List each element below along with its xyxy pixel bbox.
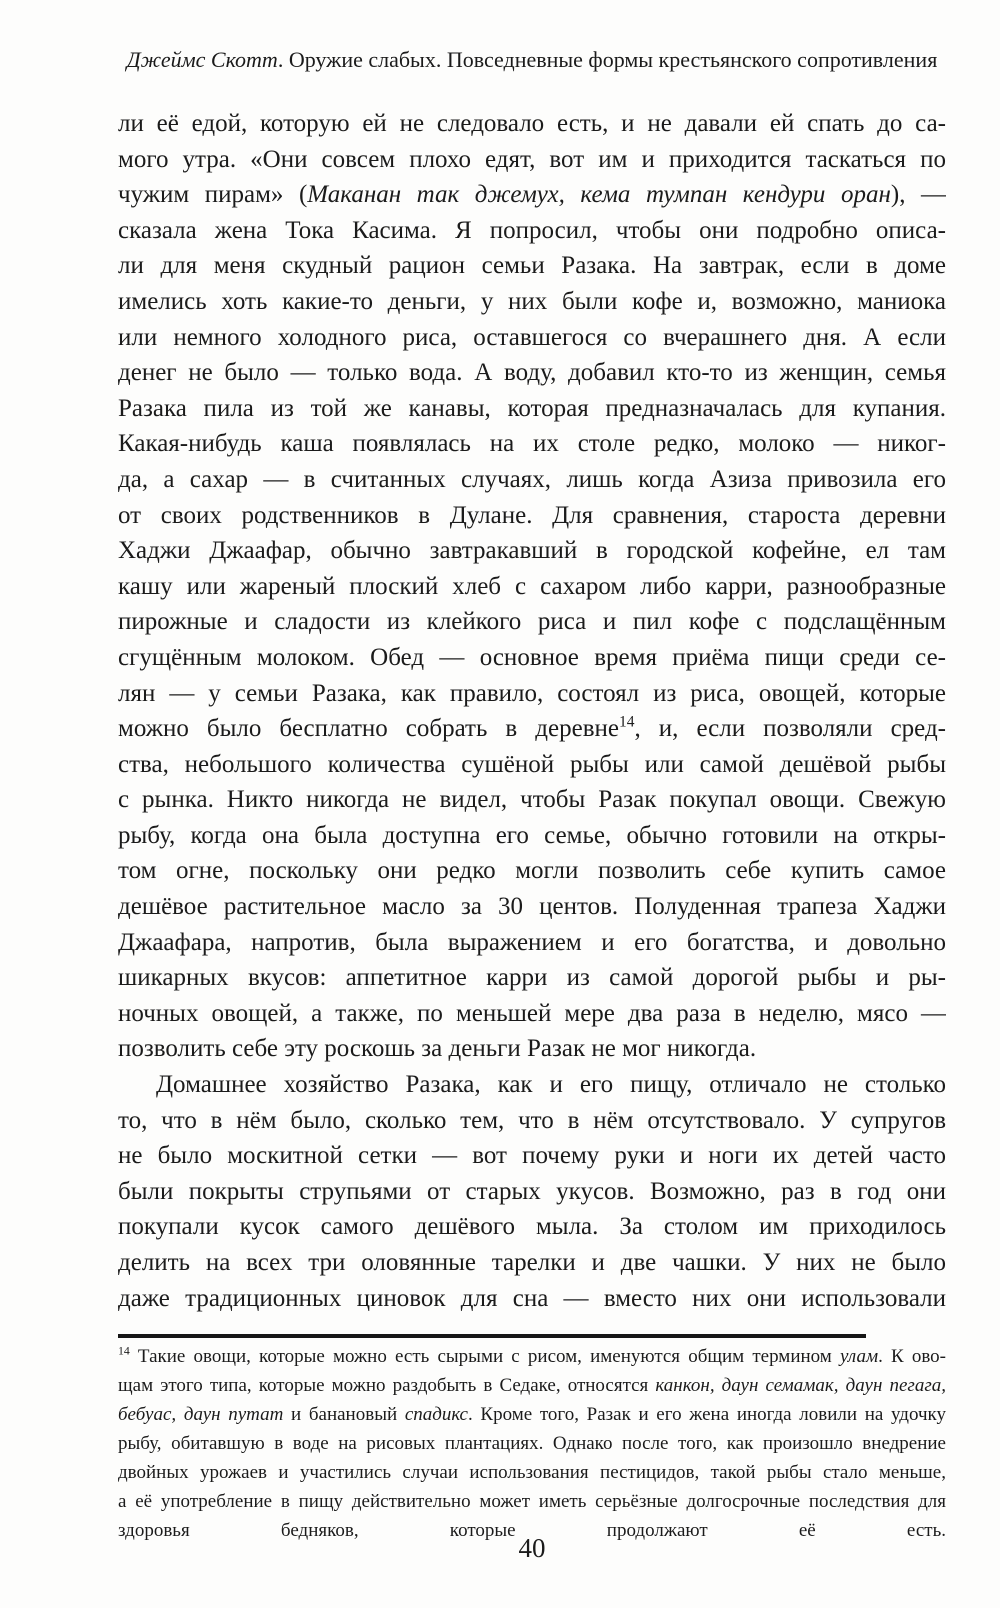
text-segment: . Кроме того, Разак и его жена иногда ловили на удочку (467, 1404, 946, 1425)
text-segment: ), — (890, 181, 946, 209)
text-line (118, 498, 946, 534)
text-segment: даже традиционных циновок для сна — вместо них они использовали (118, 1284, 946, 1312)
footnote (118, 1342, 946, 1545)
footnote-marker: 14 (118, 1344, 130, 1358)
text-line (118, 284, 946, 320)
text-segment: ночных овощей, а также, по меньшей мере два раза в неделю, мясо — (118, 999, 946, 1027)
text-line (118, 1429, 946, 1458)
text-line (118, 426, 946, 462)
text-segment: были покрыты струпьями от старых укусов. Возможно, раз в год они (118, 1177, 946, 1205)
text-segment: спадикс (404, 1404, 468, 1425)
page-number: 40 (518, 1533, 546, 1563)
text-segment: бебуас, даун путат (118, 1404, 284, 1425)
text-segment: не было москитной сетки — вот почему руки и ноги их детей часто (118, 1142, 946, 1170)
text-segment: лян — у семьи Разака, как правило, состоял из риса, овощей, которые (118, 679, 946, 707)
text-segment: или немного холодного риса, оставшегося со вчерашнего дня. А если (118, 323, 946, 351)
text-line (118, 889, 946, 925)
text-segment: улам (840, 1346, 879, 1367)
text-line (118, 925, 946, 961)
text-line (118, 1400, 946, 1429)
text-segment: ли её едой, которую ей не следовало есть, и не давали ей спать до са- (118, 110, 946, 137)
text-segment: с рынка. Никто никогда не видел, чтобы Разак покупал овощи. Свежую (118, 786, 946, 814)
text-segment: Такие овощи, которые можно есть сырыми с рисом, именуются общим термином (129, 1346, 840, 1367)
text-segment: то, что в нём было, сколько тем, что в нём отсутствовало. У супругов (118, 1106, 946, 1134)
text-line (118, 747, 946, 783)
text-line (118, 391, 946, 427)
text-segment: Хаджи Джаафар, обычно завтракавший в городской кофейне, ел там (118, 537, 946, 565)
text-segment: можно было бесплатно собрать в деревне (118, 715, 619, 743)
running-header (118, 46, 946, 74)
text-line (118, 106, 946, 142)
text-line (118, 462, 946, 498)
text-line (118, 853, 946, 889)
text-line (118, 1103, 946, 1139)
text-segment: да, а сахар — в считанных случаях, лишь когда Азиза привозила его (118, 465, 946, 493)
body-text (118, 106, 946, 1316)
text-line (118, 1067, 946, 1103)
text-line (118, 1174, 946, 1210)
text-line (118, 1245, 946, 1281)
text-segment: , и, если позволяли сред- (634, 715, 946, 743)
text-segment: имелись хоть какие-то деньги, у них были кофе и, возможно, маниока (118, 287, 946, 315)
text-segment: и банановый (283, 1404, 405, 1425)
text-segment: мого утра. «Они совсем плохо едят, вот им и приходится таскаться по (118, 145, 946, 173)
text-line (118, 1371, 946, 1400)
text-line (118, 640, 946, 676)
text-segment: делить на всех три оловянные тарелки и две чашки. У них не было (118, 1249, 946, 1276)
text-segment: том огне, поскольку они редко могли позволить себе купить самое (118, 857, 946, 885)
text-segment: ли для меня скудный рацион семьи Разака. На завтрак, если в доме (118, 252, 946, 280)
text-line (118, 177, 946, 213)
text-line (118, 1031, 946, 1067)
text-segment: Джеймс Скотт (126, 47, 278, 72)
text-segment: пирожные и сладости из клейкого риса и пил кофе с подслащённым (118, 608, 946, 636)
text-segment: двойных урожаев и участились случаи использования пестицидов, такой рыбы стало меньше, (118, 1462, 946, 1483)
text-line (118, 711, 946, 747)
text-segment: Джаафара, напротив, была выражением и его богатства, и довольно (118, 928, 946, 956)
text-line (118, 1138, 946, 1174)
text-line (118, 142, 946, 178)
text-line (118, 533, 946, 569)
text-line (118, 248, 946, 284)
text-line (118, 676, 946, 712)
text-line (118, 1209, 946, 1245)
text-line (118, 818, 946, 854)
text-line (118, 1458, 946, 1487)
text-line (118, 782, 946, 818)
text-segment: сказала жена Тока Касима. Я попросил, чтобы они подробно описа- (118, 216, 946, 244)
text-segment: чужим пирам» ( (118, 181, 308, 209)
text-line (118, 960, 946, 996)
text-line (118, 604, 946, 640)
text-segment: Домашнее хозяйство Разака, как и его пищу, отличало не столько (156, 1071, 946, 1099)
text-segment: покупали кусок самого дешёвого мыла. За столом им приходилось (118, 1213, 946, 1241)
text-line (118, 1281, 946, 1317)
text-segment: денег не было — только вода. А воду, добавил кто-то из женщин, семья (118, 359, 946, 387)
text-segment: Разака пила из той же канавы, которая предназначалась для купания. (118, 394, 946, 422)
text-segment: канкон, даун семамак, даун пегага, (655, 1375, 946, 1396)
text-segment: а её употребление в пищу действительно может иметь серьёзные долгосрочные последствия для (118, 1491, 946, 1512)
footnote-marker: 14 (618, 713, 635, 731)
text-line (118, 355, 946, 391)
text-segment: Какая-нибудь каша появлялась на их столе редко, молоко — никог- (118, 430, 946, 458)
text-segment: рыбу, когда она была доступна его семье, обычно готовили на откры- (118, 821, 946, 849)
text-segment: от своих родственников в Дулане. Для сравнения, староста деревни (118, 501, 946, 529)
text-segment: ства, небольшого количества сушёной рыбы или самой дешёвой рыбы (118, 750, 946, 778)
text-segment: кашу или жареный плоский хлеб с сахаром либо карри, разнообразные (118, 572, 946, 600)
text-line (118, 569, 946, 605)
text-segment: рыбу, обитавшую в воде на рисовых плантациях. Однако после того, как произошло внедрение (118, 1433, 946, 1454)
text-line (118, 1342, 946, 1371)
text-line (118, 320, 946, 356)
text-segment: . К ово- (878, 1346, 946, 1367)
text-line (118, 996, 946, 1032)
text-segment: здоровья бедняков, которые продолжают её есть. (118, 1520, 946, 1541)
text-segment: . Оружие слабых. Повседневные формы крестьянского сопротивления (277, 47, 938, 72)
text-segment: позволить себе эту роскошь за деньги Разак не мог никогда. (118, 1035, 757, 1063)
text-segment: Маканан так джемух, кема тумпан кендури оран (307, 181, 891, 209)
text-line (118, 1487, 946, 1516)
text-segment: шикарных вкусов: аппетитное карри из самой дорогой рыбы и ры- (118, 964, 946, 992)
footnote-divider (118, 1334, 866, 1338)
text-segment: сгущённым молоком. Обед — основное время приёма пищи среди се- (118, 643, 946, 671)
text-segment: щам этого типа, которые можно раздобыть в Седаке, относятся (118, 1375, 656, 1396)
text-line (118, 213, 946, 249)
text-segment: дешёвое растительное масло за 30 центов. Полуденная трапеза Хаджи (118, 893, 946, 921)
